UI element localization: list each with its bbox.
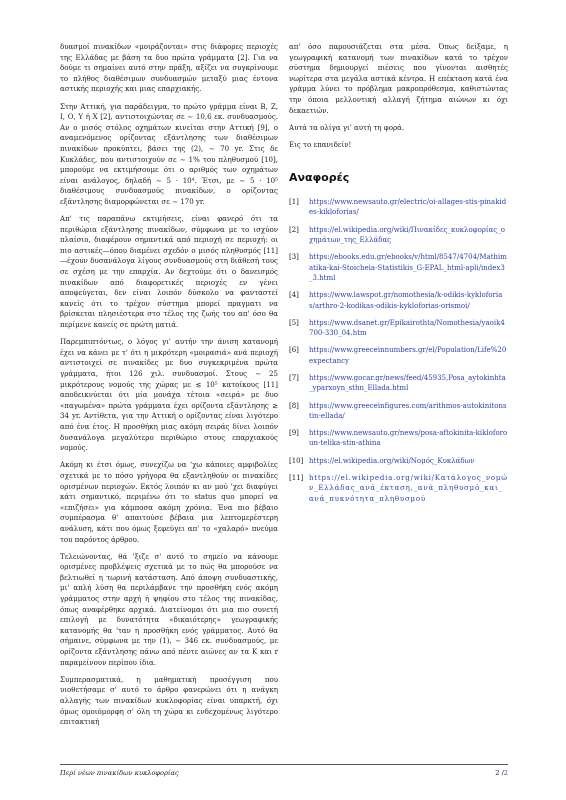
paragraph: Στην Αττική, για παράδειγμα, το πρώτο γράμμα είναι Β, Ζ, Ι, Ο, Υ ή Χ [2], αντιστοιχώντας σε ∼ 10,6 εκ. συνδυασμούς. Αν ο μισός στόλος οχημάτων κινείται στην Αττική [9], ο αναμενόμενος ορίζοντας εξάντλησης των διαθέσιμων πινακίδων προκύπτει, βάσει της (2), ∼ 70 yr. Στις δε Κυκλάδες, που αντιστοιχούν σε ∼ 1% του πληθυσμού [10], μπορούμε να εκτιμήσουμε ότι ο αριθμός των οχημάτων είναι ανάλογος, δηλαδή ∼ 5 · 10⁴. Έτσι, με ∼ 5 · 10⁵ διαθέσιμους συνδυασμούς πινακίδων, ο ορίζοντας εξάντλησης διαμορφώνεται σε ∼ 170 yr. (60, 101, 278, 206)
reference-number: [6] (289, 346, 299, 355)
paragraph: Αυτά τα ολίγα γι' αυτή τη φορά. (289, 122, 405, 132)
reference-link[interactable]: https://www.newsauto.gr/electric/oi-allages-stis-pinakides-kikloforias/ (309, 198, 507, 217)
paragraph: Εις το επανιδείν! (289, 139, 352, 149)
paragraph: Παρεμπιπτόντως, ο λόγος γι' αυτήν την άνιση κατανομή έχει να κάνει με τ' ότι η μικρότερη «μοιρασιά» ανά περιοχή αντιστοιχεί σε πινακίδες με δυο συγκεκριμένα πρώτα γράμματα, ήτοι 126 χιλ. συνδυασμοί. Στους ∼ 25 μικρότερους νομούς της χώρας με ≲ 10⁵ κατοίκους [11] αποδεικνύεται ότι μία μονάχα τέτοια «σειρά» με δυο «παγωμένα» πρώτα γράμματα έχει ορίζοντα εξάντλησης ≳ 34 yr. Αντίθετα, για την Αττική ο ορίζοντας είναι λιγότερο από ένα έτος. Η προσθήκη μιας ακόμη σειράς δίνει λοιπόν δυσανάλογα μεγαλύτερο περιθώριο στους επαρχιακούς νομούς. (60, 337, 278, 453)
reference-link[interactable]: https://www.newsauto.gr/news/posa-aftokinita-kikloforoun-telika-stin-athina (309, 429, 508, 448)
reference-link[interactable]: https://www.dsanet.gr/Epikairothta/Nomothesia/yaoik4700-330_04.htm (309, 318, 505, 338)
left-column (60, 42, 278, 734)
reference-number: [10] (289, 456, 304, 465)
page-number-current: 2 / (495, 769, 504, 777)
paragraph: απ' όσο παρουσιάζεται στα μέσα. Όπως δείξαμε, η γεωγραφική κατανομή των πινακίδων κατά το τρέχον σύστημα δημιουργεί πιέσεις που γίνονται αισθητές νωρίτερα στα μεγάλα αστικά κέντρα. Η επέκταση κατά ένα γράμμα λύνει το πρόβλημα μακροπρόθεσμα, καθιστώντας την όποια μελλοντική αλλαγή ζήτημα αιώνων κι όχι δεκαετιών. (289, 42, 508, 115)
reference-item (289, 456, 508, 466)
reference-number: [1] (289, 198, 299, 207)
reference-number: [11] (289, 474, 304, 483)
reference-number: [3] (289, 253, 299, 262)
reference-number: [5] (289, 318, 299, 327)
reference-item (289, 373, 508, 394)
reference-number: [8] (289, 401, 299, 410)
reference-item (289, 473, 508, 504)
footer-title: Περί νέων πινακίδων κυκλοφορίας (60, 769, 179, 777)
reference-item (289, 252, 508, 283)
paragraph: Συμπερασματικά, η μαθηματική προσέγγιση που υιοθετήσαμε σ' αυτό το άρθρο φανερώνει ότι η ανάγκη αλλαγής των πινακίδων κυκλοφορίας είναι υπαρκτή, όχι όμως ομοιόμορφη σ' όλη τη χώρα κι ενδεχομένως λιγότερο επιτακτική (60, 674, 278, 727)
reference-item (289, 401, 508, 422)
reference-link[interactable]: https://www.greeceinnumbers.gr/el/Population/Life%20expectancy (309, 346, 507, 365)
references-list (289, 197, 508, 504)
references-heading: Αναφορές (289, 170, 350, 184)
page-number (495, 769, 508, 777)
reference-number: [4] (289, 291, 299, 300)
reference-item (289, 290, 508, 311)
reference-link[interactable]: https://el.wikipedia.org/wiki/Νομός_Κυκλάδων (309, 456, 475, 465)
reference-number: [7] (289, 373, 299, 382)
reference-link[interactable]: https://ebooks.edu.gr/ebooks/v/html/8547/4704/Mathimatika-kai-Stoicheia-Statistikis_G-EPAL_html-apli/index3_3.html (309, 253, 507, 282)
reference-link[interactable]: https://el.wikipedia.org/wiki/Πινακίδες_κυκλοφορίας_οχημάτων_της_Ελλάδας (309, 225, 506, 245)
paragraph: Απ' τις παραπάνω εκτιμήσεις, είναι φανερό ότι τα περιθώρια εξάντλησης πινακίδων, σύμφωνα με το ισχύον πλαίσιο, διαφέρουν σημαντικά από περιοχή σε περιοχή: οι πιο αστικές—όπου διαμένει σχεδόν ο μισός πληθυσμός [11]—έχουν δυσανάλογα λίγους συνδυασμούς στη διάθεσή τους σε σχέση με την επαρχία. Αν δεχτούμε ότι ο δανεισμός πινακίδων από διαφορετικές περιοχές εν γένει αποφεύγεται, δεν είναι λοιπόν δύσκολο να φανταστεί κανείς ότι το τρέχον σύστημα μπορεί πραγματι να βρίσκεται πλησιέστερα στο τέλος της ζωής του απ' όσο θα περίμενε κανείς σε πρώτη ματιά. (60, 214, 278, 330)
page-total-link[interactable]: 2 (503, 769, 508, 777)
reference-item (289, 428, 508, 449)
page-footer (60, 764, 508, 777)
reference-item (289, 345, 508, 366)
reference-item (289, 225, 508, 246)
reference-link[interactable]: https://www.gocar.gr/news/feed/45935,Posa_aytokinhta_yparxoyn_sthn_Ellada.html (309, 373, 506, 393)
right-column (289, 42, 508, 511)
reference-link[interactable]: https://el.wikipedia.org/wiki/Κατάλογος_νομών_Ελλάδας_ανά_έκταση,_ανά_πληθυσμό_και_ανά_πυκνότητα_πληθυσμού (309, 474, 508, 503)
reference-item (289, 197, 508, 218)
paragraph: δυασμοί πινακίδων «μοιράζονται» στις διάφορες περιοχές της Ελλάδας με βάση τα δυο πρώτα γράμματα [2]. Για να δούμε τι σημαίνει αυτό στην πράξη, αξίζει να συγκρίνουμε το πλήθος διαθέσιμων συνδυασμών μεταξύ μιας έντονα αστικής περιοχής και μιας επαρχιακής. (60, 42, 278, 94)
reference-link[interactable]: https://www.lawspot.gr/nomothesia/k-odikis-kykloforias/arthro-2-kodikas-odikis-kykloforias-orismoi/ (309, 291, 503, 310)
paragraph: Τελειώνοντας, θά 'ξιζε σ' αυτό το σημείο να κάνουμε ορισμένες προβλέψεις σχετικά με το πώς θα μπορούσε να βελτιωθεί η τωρινή κατάσταση. Από άποψη συνδυαστικής, μι' απλή λύση θα περιλάμβανε την προσθήκη ενός ακόμη γράμματος στην αρχή ή ψηφίου στο τέλος της πινακίδας, όπως αναφέρθηκε αρχικά. Διατείνομαι ότι μια πιο συνετή επιλογή με δυνατότητα «δικαιότερης» γεωγραφικής κατανομής θα 'ταν η προσθήκη ενός γράμματος. Αυτό θα σήμαινε, σύμφωνα με την (1), ∼ 346 εκ. συνδυασμούς, με ορίζοντα εξάντλησης πάνω από πέντε αιώνες αν τα K και r παραμείνουν περίπου ίδια. (60, 551, 278, 667)
paragraph: Ακόμη κι έτσι όμως, συνεχίζω να 'χω κάποιες αμφιβολίες σχετικά με το πόσο γρήγορα θα εξαντληθούν οι πινακίδες ορισμένων περιοχών. Εκτός λοιπόν κι αν μού 'χει διαφύγει κάτι σημαντικό, περιμένω ότι το status quo μπορεί να «επιζήσει» για κάμποσα ακόμη χρόνια. Ένα πιο βέβαιο συμπέρασμα θ' απαιτούσε βέβαια μια λεπτομερέστερη ανάλυση, κάτι που όμως ξεφεύγει απ' το «χαλαρό» πνεύμα του παρόντος άρθρου. (60, 460, 278, 544)
reference-number: [9] (289, 429, 299, 438)
reference-link[interactable]: https://www.greeceinfigures.com/arithmos-autokinitonstin-ellada/ (309, 401, 507, 420)
reference-item (289, 318, 508, 339)
reference-number: [2] (289, 225, 299, 234)
